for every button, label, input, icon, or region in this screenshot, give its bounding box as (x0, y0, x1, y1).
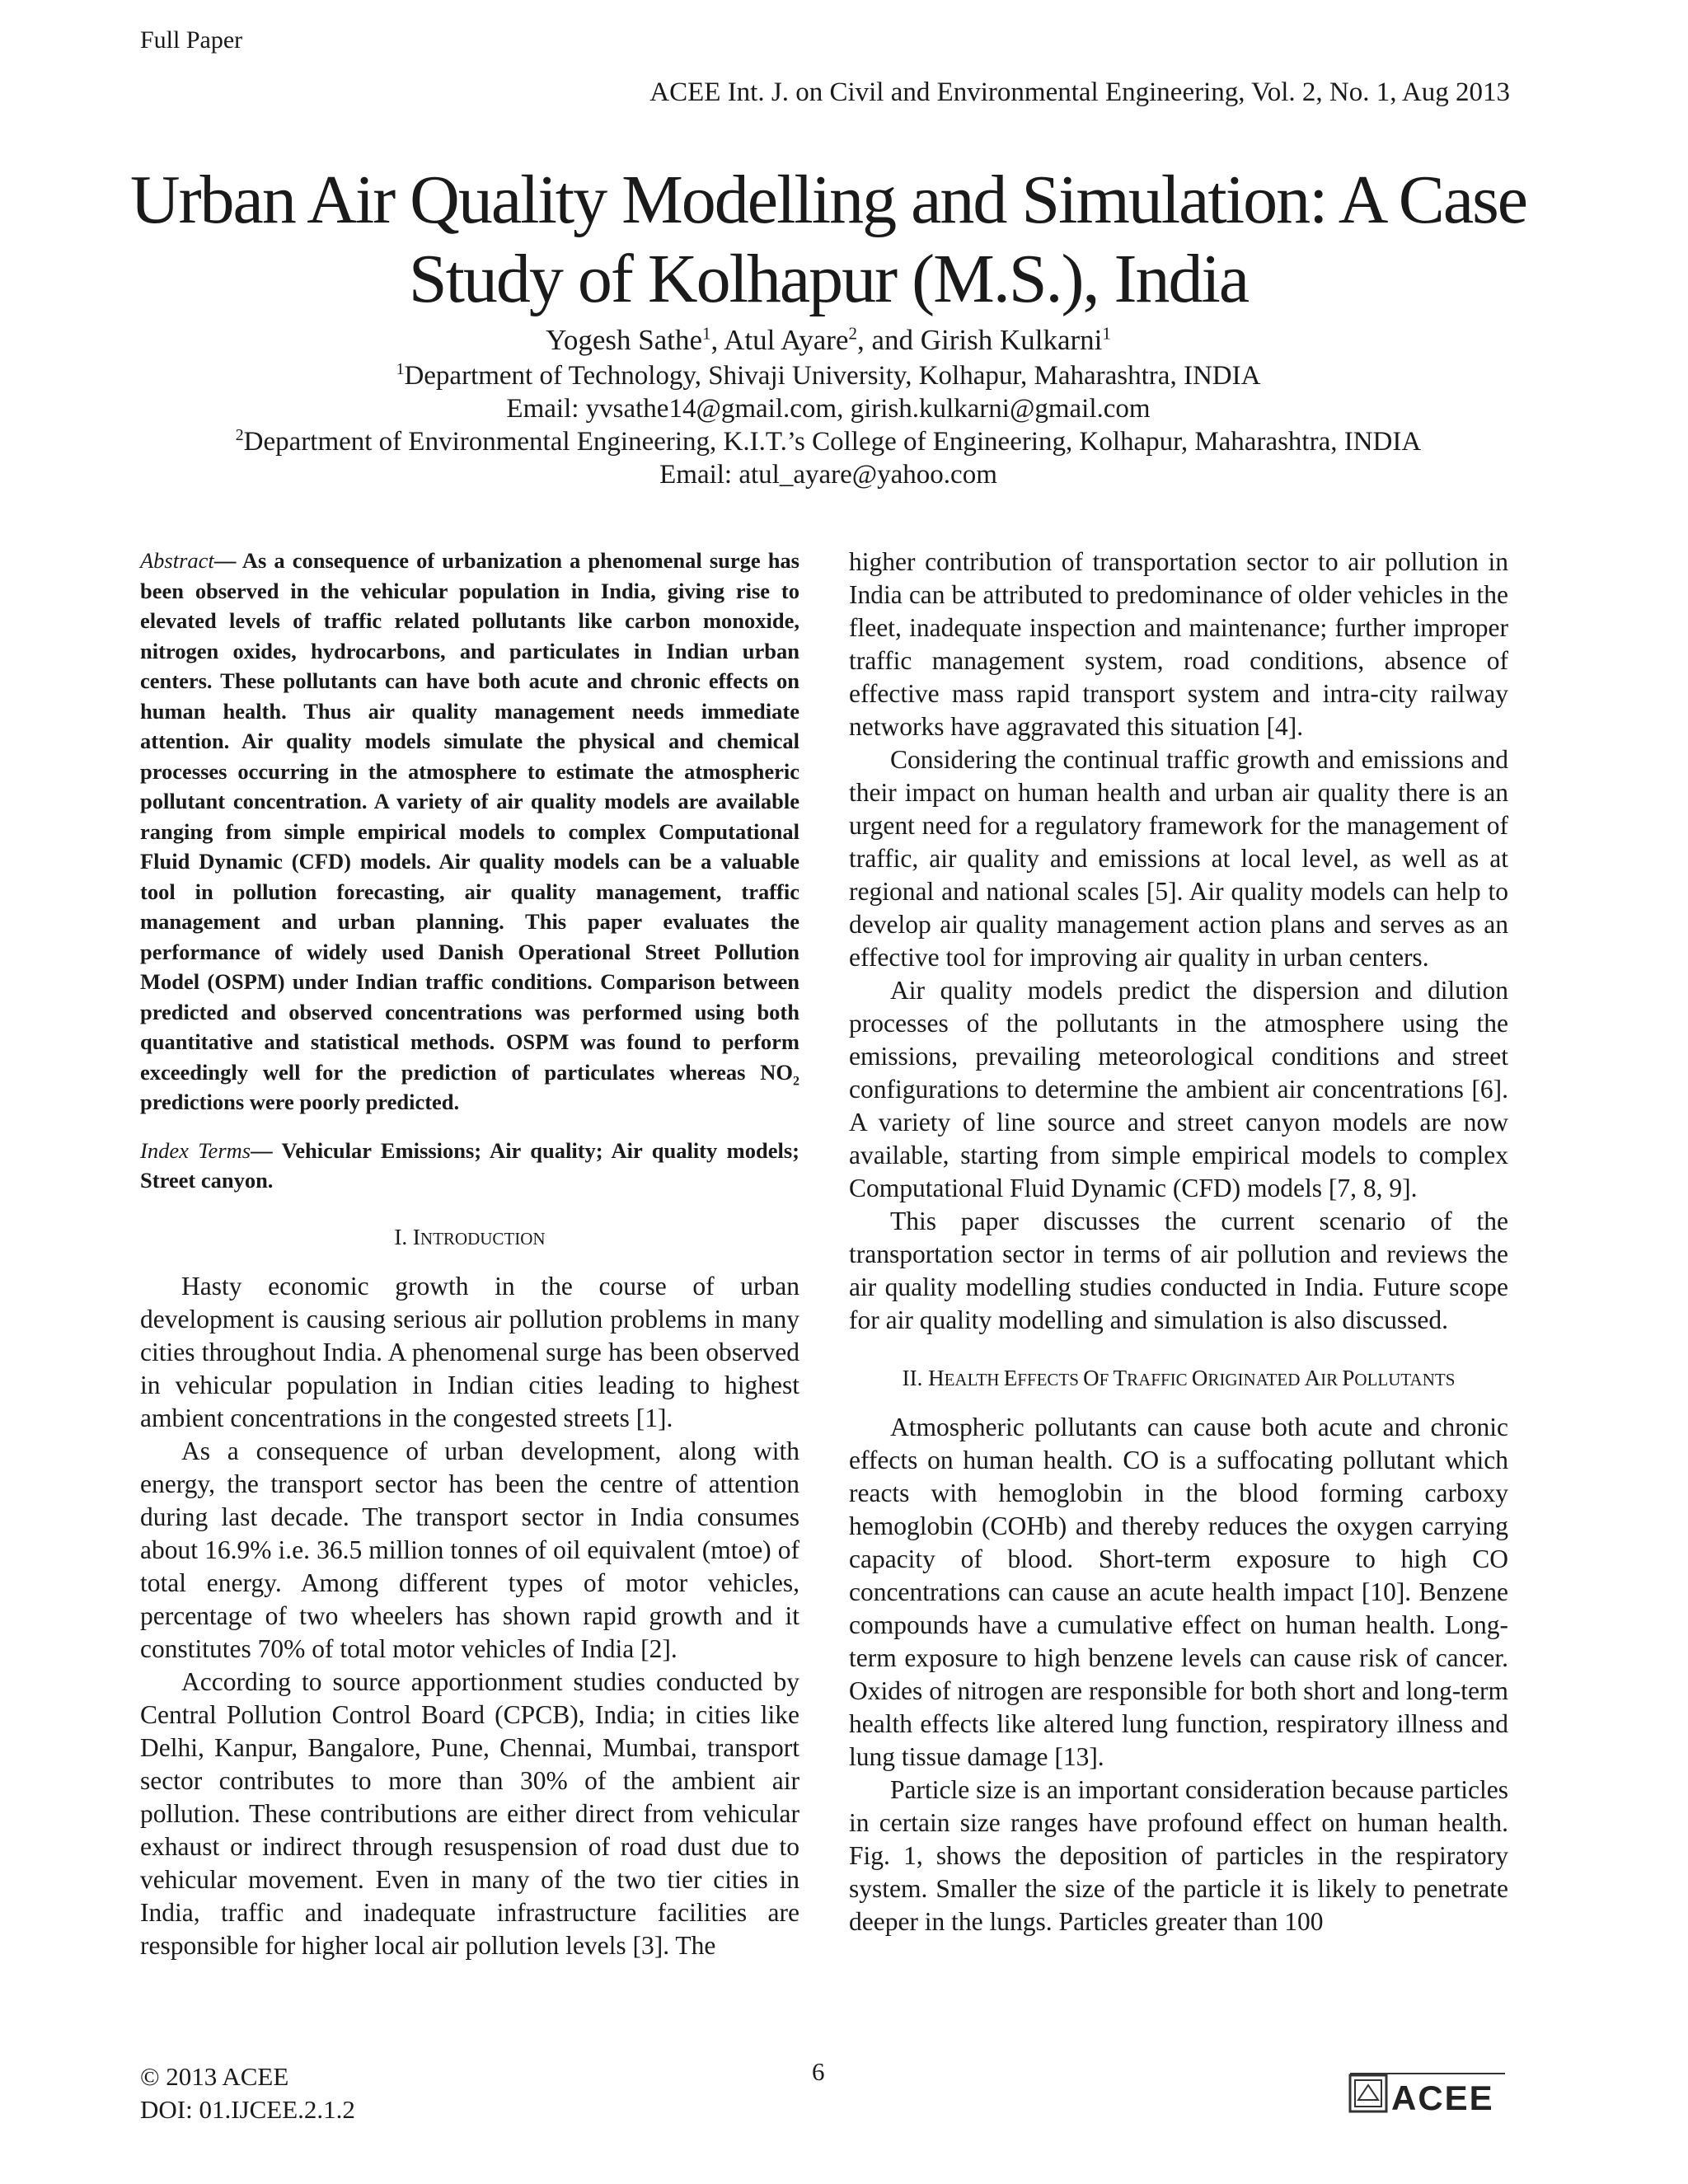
footer-left (140, 2060, 355, 2126)
abstract-subscript: 2 (793, 1073, 799, 1088)
paragraph: Air quality models predict the dispersion and dilution processes of the pollutants in the atmosphere using the emissions, prevailing meteorological conditions and street configurations to determine the ambient air concentrations [6]. A variety of line source and street canyon models are now available, starting from simple empirical models to complex Computational Fluid Dynamic (CFD) models [7, 8, 9]. (849, 976, 1508, 1202)
index-terms-text: — Vehicular Emissions; Air quality; Air quality models; Street canyon. (140, 1137, 799, 1193)
author-name: Yogesh Sathe (546, 324, 703, 356)
author-affiliation-mark: 2 (848, 323, 857, 344)
logo-text: ACEE (1391, 2079, 1494, 2117)
author-affiliation-mark: 1 (1102, 323, 1111, 344)
paragraph: Hasty economic growth in the course of urban development is causing serious air pollution problems in many cities throughout India. A phenomenal surge has been observed in vehicular population in Indian cities leading to highest ambient concentrations in the congested streets [1]. (140, 1271, 799, 1432)
section-heading-introduction: I. INTRODUCTION (394, 1224, 546, 1249)
affiliation-2 (99, 425, 1558, 458)
paragraph: According to source apportionment studies conducted by Central Pollution Control Board (CPCB), India; in cities like Delhi, Kanpur, Bangalore, Pune, Chennai, Mumbai, transport sector contributes to more than 30% of the ambient air pollution. These contributions are either direct from vehicular exhaust or indirect through resuspension of road dust due to vehicular movement. Even in many of the two tier cities in India, traffic and inadequate infrastructure facilities are responsible for higher local air pollution levels [3]. The (140, 1666, 799, 1960)
abstract-label: Abstract (140, 548, 214, 573)
left-column (140, 546, 799, 1962)
page-number: 6 (812, 2057, 825, 2086)
abstract (140, 546, 799, 1118)
paragraph: This paper discusses the current scenario of the transportation sector in terms of air pollution and reviews the air quality modelling studies conducted in India. Future scope for air quality modelling and simulation is also discussed. (849, 1207, 1508, 1334)
doi: DOI: 01.IJCEE.2.1.2 (140, 2095, 355, 2124)
affiliation-text: Department of Environmental Engineering, K.I.T.’s College of Engineering, Kolhapur, Maharashtra, INDIA (243, 427, 1422, 457)
right-column (849, 546, 1508, 1938)
affiliation-2-email: Email: atul_ayare@yahoo.com (659, 460, 997, 490)
index-terms (140, 1136, 799, 1196)
affiliation-1 (99, 359, 1558, 392)
author-list (99, 324, 1558, 357)
section-heading-health-effects: II. HEALTH EFFECTS OF TRAFFIC ORIGINATED AIR POLLUTANTS (902, 1366, 1456, 1390)
affiliation-mark: 1 (396, 360, 405, 378)
paper-title: Urban Air Quality Modelling and Simulation: A Case Study of Kolhapur (M.S.), India (129, 162, 1527, 317)
acee-logo (1348, 2067, 1510, 2118)
affiliation-1-email: Email: yvsathe14@gmail.com, girish.kulkarni@gmail.com (506, 394, 1151, 424)
author-name: Atul Ayare (724, 324, 849, 356)
abstract-text-end: predictions were poorly predicted. (140, 1090, 460, 1114)
author-name: Girish Kulkarni (920, 324, 1103, 356)
acee-logo-graphic (1348, 2067, 1510, 2118)
author-separator: , (710, 324, 724, 356)
author-separator: , and (856, 324, 921, 356)
affiliation-text: Department of Technology, Shivaji University, Kolhapur, Maharashtra, INDIA (404, 361, 1261, 391)
paragraph: higher contribution of transportation sector to air pollution in India can be attributed to predominance of older vehicles in the fleet, inadequate inspection and maintenance; further improper traffic management system, road conditions, absence of effective mass rapid transport system and intra-city railway networks have aggravated this situation [4]. (849, 547, 1508, 741)
abstract-text: — As a consequence of urbanization a phenomenal surge has been observed in the vehicular population in India, giving rise to elevated levels of traffic related pollutants like carbon monoxide, nitrogen oxides, hydrocarbons, and particulates in Indian urban centers. These pollutants can have both acute and chronic effects on human health. Thus air quality management needs immediate attention. Air quality models simulate the physical and chemical processes occurring in the atmosphere to estimate the atmospheric pollutant concentration. A variety of air quality models are available ranging from simple empirical models to complex Computational Fluid Dynamic (CFD) models. Air quality models can be a valuable tool in pollution forecasting, air quality management, traffic management and urban planning. This paper evaluates the performance of widely used Danish Operational Street Pollution Model (OSPM) under Indian traffic conditions. Comparison between predicted and observed concentrations was performed using both quantitative and statistical methods. OSPM was found to perform exceedingly well for the prediction of particulates whereas NO (140, 548, 799, 1085)
paragraph: As a consequence of urban development, along with energy, the transport sector has been the centre of attention during last decade. The transport sector in India consumes about 16.9% i.e. 36.5 million tonnes of oil equivalent (mtoe) of total energy. Among different types of motor vehicles, percentage of two wheelers has shown rapid growth and it constitutes 70% of total motor vehicles of India [2]. (140, 1436, 799, 1663)
author-affiliation-mark: 1 (702, 323, 711, 344)
paragraph: Atmospheric pollutants can cause both acute and chronic effects on human health. CO is a suffocating pollutant which reacts with hemoglobin in the blood forming carboxy hemoglobin (COHb) and thereby reduces the oxygen carrying capacity of blood. Short-term exposure to high CO concentrations can cause an acute health impact [10]. Benzene compounds have a cumulative effect on human health. Long-term exposure to high benzene levels can cause risk of cancer. Oxides of nitrogen are responsible for both short and long-term health effects like altered lung function, respiratory illness and lung tissue damage [13]. (849, 1413, 1508, 1771)
journal-header: ACEE Int. J. on Civil and Environmental Engineering, Vol. 2, No. 1, Aug 2013 (649, 77, 1510, 107)
index-terms-label: Index Terms (140, 1137, 251, 1163)
paragraph: Particle size is an important consideration because particles in certain size ranges have profound effect on human health. Fig. 1, shows the deposition of particles in the respiratory system. Smaller the size of the particle it is likely to penetrate deeper in the lungs. Particles greater than 100 (849, 1775, 1508, 1936)
copyright: © 2013 ACEE (140, 2062, 289, 2091)
page-type-label: Full Paper (140, 26, 243, 54)
affiliation-mark: 2 (235, 426, 244, 444)
paragraph: Considering the continual traffic growth and emissions and their impact on human health and urban air quality there is an urgent need for a regulatory framework for the management of traffic, air quality and emissions at local level, as well as at regional and national scales [5]. Air quality models can help to develop air quality management action plans and serves as an effective tool for improving air quality in urban centers. (849, 745, 1508, 972)
